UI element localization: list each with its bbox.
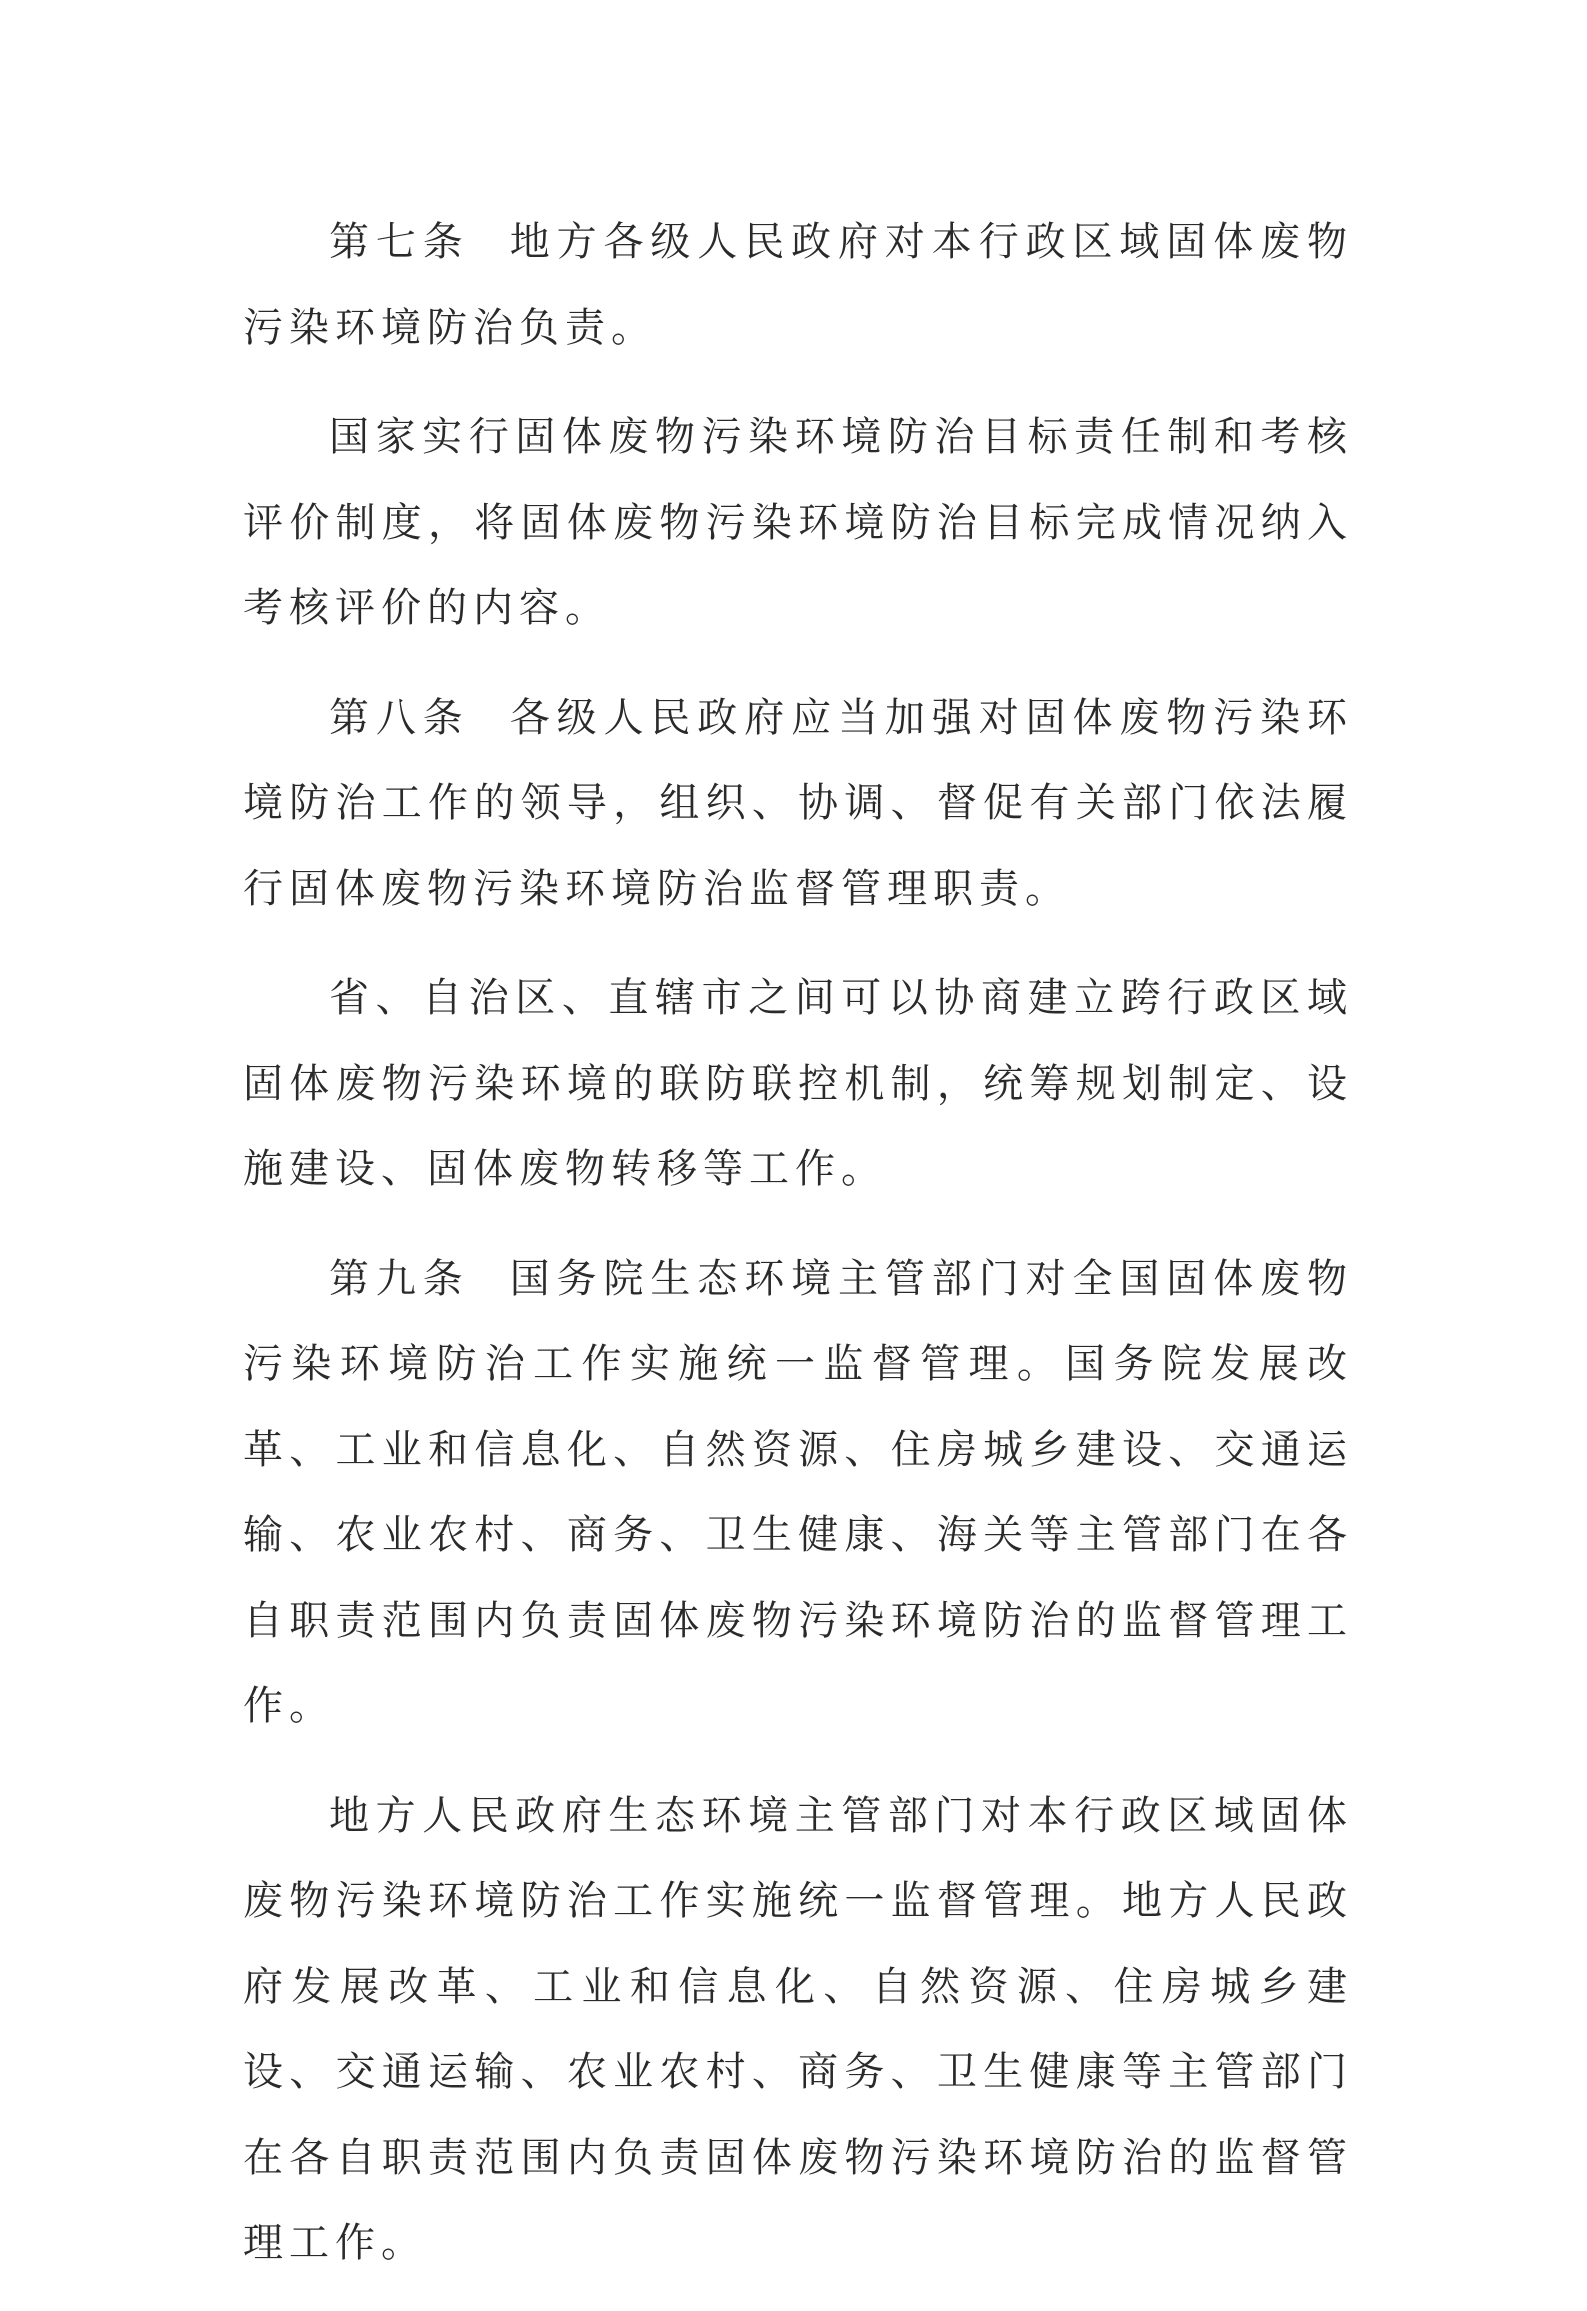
paragraph-text: 国家实行固体废物污染环境防治目标责任制和考核评价制度，将固体废物污染环境防治目标完成情况纳入考核评价的内容。 [243, 414, 1353, 631]
article-number: 第九条 [329, 1255, 470, 1302]
paragraph-text: 地方各级人民政府对本行政区域固体废物污染环境防治负责。 [243, 219, 1354, 351]
paragraph-text: 省、自治区、直辖市之间可以协商建立跨行政区域固体废物污染环境的联防联控机制，统筹规划制定、设施建设、固体废物转移等工作。 [243, 975, 1353, 1192]
article-8-paragraph [243, 676, 1353, 933]
article-number: 第七条 [329, 219, 470, 265]
article-8-paragraph-2 [243, 956, 1353, 1213]
article-7-paragraph-2 [243, 395, 1353, 652]
article-9-paragraph [243, 1237, 1353, 1750]
paragraph-text: 地方人民政府生态环境主管部门对本行政区域固体废物污染环境防治工作实施统一监督管理。地方人民政府发展改革、工业和信息化、自然资源、住房城乡建设、交通运输、农业农村、商务、卫生健康等主管部门在各自职责范围内负责固体废物污染环境防治的监督管理工作。 [243, 1792, 1353, 2266]
document-body [243, 200, 1353, 2311]
paragraph-text: 国务院生态环境主管部门对全国固体废物污染环境防治工作实施统一监督管理。国务院发展改革、工业和信息化、自然资源、住房城乡建设、交通运输、农业农村、商务、卫生健康、海关等主管部门在各自职责范围内负责固体废物污染环境防治的监督管理工作。 [243, 1255, 1354, 1729]
article-7-paragraph [243, 200, 1353, 371]
paragraph-text: 各级人民政府应当加强对固体废物污染环境防治工作的领导，组织、协调、督促有关部门依法履行固体废物污染环境防治监督管理职责。 [243, 694, 1354, 912]
article-number: 第八条 [329, 694, 470, 741]
article-9-paragraph-2 [243, 1774, 1353, 2287]
